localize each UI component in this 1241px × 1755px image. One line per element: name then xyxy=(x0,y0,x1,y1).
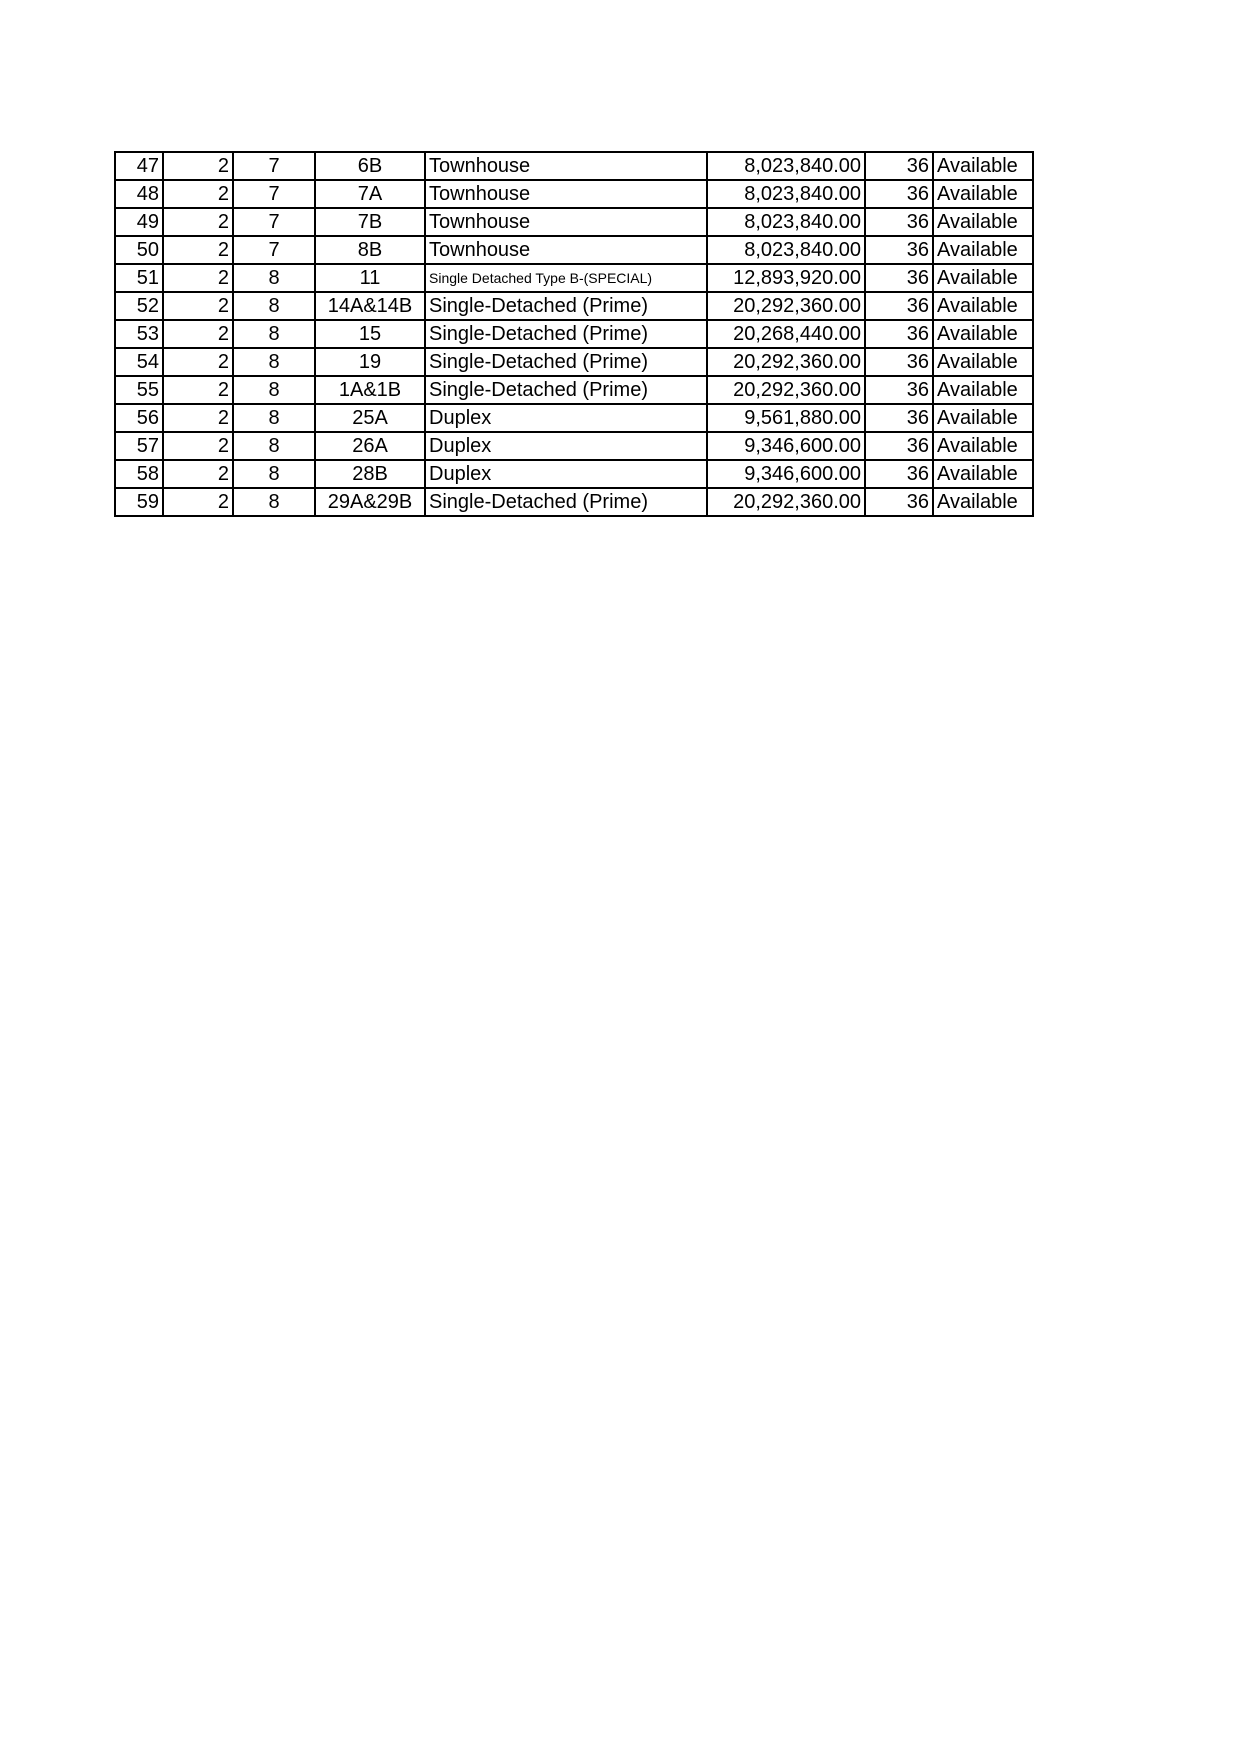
table-row xyxy=(115,320,1033,348)
block-cell: 8 xyxy=(233,320,315,348)
term-cell: 36 xyxy=(865,460,933,488)
status-cell: Available xyxy=(933,292,1033,320)
phase-cell: 2 xyxy=(163,152,233,180)
term-cell: 36 xyxy=(865,152,933,180)
table-body xyxy=(115,152,1033,516)
phase-cell: 2 xyxy=(163,264,233,292)
lot-cell: 28B xyxy=(315,460,425,488)
row-number-cell: 58 xyxy=(115,460,163,488)
phase-cell: 2 xyxy=(163,460,233,488)
block-cell: 8 xyxy=(233,488,315,516)
price-cell: 20,292,360.00 xyxy=(707,376,865,404)
unit-type-cell: Townhouse xyxy=(425,236,707,264)
row-number-cell: 57 xyxy=(115,432,163,460)
row-number-cell: 55 xyxy=(115,376,163,404)
table-row xyxy=(115,208,1033,236)
unit-type-cell: Townhouse xyxy=(425,180,707,208)
unit-type-cell: Single-Detached (Prime) xyxy=(425,376,707,404)
price-cell: 8,023,840.00 xyxy=(707,152,865,180)
phase-cell: 2 xyxy=(163,432,233,460)
unit-type-cell: Single-Detached (Prime) xyxy=(425,320,707,348)
row-number-cell: 51 xyxy=(115,264,163,292)
phase-cell: 2 xyxy=(163,488,233,516)
unit-type-cell: Townhouse xyxy=(425,208,707,236)
row-number-cell: 52 xyxy=(115,292,163,320)
status-cell: Available xyxy=(933,236,1033,264)
status-cell: Available xyxy=(933,180,1033,208)
row-number-cell: 50 xyxy=(115,236,163,264)
lot-cell: 19 xyxy=(315,348,425,376)
price-cell: 20,292,360.00 xyxy=(707,348,865,376)
lot-cell: 6B xyxy=(315,152,425,180)
table-row xyxy=(115,488,1033,516)
term-cell: 36 xyxy=(865,264,933,292)
status-cell: Available xyxy=(933,152,1033,180)
block-cell: 8 xyxy=(233,376,315,404)
status-cell: Available xyxy=(933,404,1033,432)
price-cell: 20,292,360.00 xyxy=(707,488,865,516)
lot-cell: 15 xyxy=(315,320,425,348)
unit-type-cell: Single-Detached (Prime) xyxy=(425,488,707,516)
status-cell: Available xyxy=(933,376,1033,404)
term-cell: 36 xyxy=(865,432,933,460)
row-number-cell: 48 xyxy=(115,180,163,208)
row-number-cell: 53 xyxy=(115,320,163,348)
status-cell: Available xyxy=(933,320,1033,348)
row-number-cell: 47 xyxy=(115,152,163,180)
lot-cell: 1A&1B xyxy=(315,376,425,404)
phase-cell: 2 xyxy=(163,236,233,264)
term-cell: 36 xyxy=(865,208,933,236)
lot-cell: 11 xyxy=(315,264,425,292)
price-cell: 12,893,920.00 xyxy=(707,264,865,292)
price-cell: 9,346,600.00 xyxy=(707,460,865,488)
lot-cell: 14A&14B xyxy=(315,292,425,320)
table-row xyxy=(115,292,1033,320)
table-row xyxy=(115,152,1033,180)
term-cell: 36 xyxy=(865,180,933,208)
price-cell: 8,023,840.00 xyxy=(707,208,865,236)
lot-cell: 7A xyxy=(315,180,425,208)
table-row xyxy=(115,348,1033,376)
row-number-cell: 59 xyxy=(115,488,163,516)
row-number-cell: 49 xyxy=(115,208,163,236)
lot-cell: 25A xyxy=(315,404,425,432)
term-cell: 36 xyxy=(865,236,933,264)
price-cell: 9,346,600.00 xyxy=(707,432,865,460)
phase-cell: 2 xyxy=(163,376,233,404)
block-cell: 7 xyxy=(233,180,315,208)
status-cell: Available xyxy=(933,264,1033,292)
unit-type-cell: Single-Detached (Prime) xyxy=(425,292,707,320)
table-row xyxy=(115,432,1033,460)
table-row xyxy=(115,264,1033,292)
block-cell: 8 xyxy=(233,348,315,376)
phase-cell: 2 xyxy=(163,320,233,348)
price-cell: 20,268,440.00 xyxy=(707,320,865,348)
price-cell: 8,023,840.00 xyxy=(707,180,865,208)
lot-cell: 26A xyxy=(315,432,425,460)
block-cell: 8 xyxy=(233,404,315,432)
term-cell: 36 xyxy=(865,404,933,432)
block-cell: 7 xyxy=(233,152,315,180)
status-cell: Available xyxy=(933,488,1033,516)
block-cell: 8 xyxy=(233,460,315,488)
price-cell: 9,561,880.00 xyxy=(707,404,865,432)
property-listing-table xyxy=(114,151,1034,517)
lot-cell: 8B xyxy=(315,236,425,264)
lot-cell: 29A&29B xyxy=(315,488,425,516)
term-cell: 36 xyxy=(865,488,933,516)
table-row xyxy=(115,404,1033,432)
unit-type-cell: Duplex xyxy=(425,460,707,488)
phase-cell: 2 xyxy=(163,292,233,320)
phase-cell: 2 xyxy=(163,348,233,376)
block-cell: 8 xyxy=(233,292,315,320)
phase-cell: 2 xyxy=(163,180,233,208)
price-cell: 8,023,840.00 xyxy=(707,236,865,264)
row-number-cell: 56 xyxy=(115,404,163,432)
table-row xyxy=(115,376,1033,404)
unit-type-cell: Duplex xyxy=(425,404,707,432)
block-cell: 8 xyxy=(233,432,315,460)
block-cell: 7 xyxy=(233,208,315,236)
table-row xyxy=(115,236,1033,264)
term-cell: 36 xyxy=(865,376,933,404)
price-cell: 20,292,360.00 xyxy=(707,292,865,320)
table-row xyxy=(115,460,1033,488)
phase-cell: 2 xyxy=(163,208,233,236)
unit-type-cell: Single-Detached (Prime) xyxy=(425,348,707,376)
term-cell: 36 xyxy=(865,292,933,320)
unit-type-cell: Duplex xyxy=(425,432,707,460)
status-cell: Available xyxy=(933,348,1033,376)
block-cell: 7 xyxy=(233,236,315,264)
term-cell: 36 xyxy=(865,348,933,376)
term-cell: 36 xyxy=(865,320,933,348)
lot-cell: 7B xyxy=(315,208,425,236)
block-cell: 8 xyxy=(233,264,315,292)
unit-type-cell: Single Detached Type B-(SPECIAL) xyxy=(425,264,707,292)
unit-type-cell: Townhouse xyxy=(425,152,707,180)
table-row xyxy=(115,180,1033,208)
row-number-cell: 54 xyxy=(115,348,163,376)
status-cell: Available xyxy=(933,460,1033,488)
status-cell: Available xyxy=(933,208,1033,236)
phase-cell: 2 xyxy=(163,404,233,432)
status-cell: Available xyxy=(933,432,1033,460)
